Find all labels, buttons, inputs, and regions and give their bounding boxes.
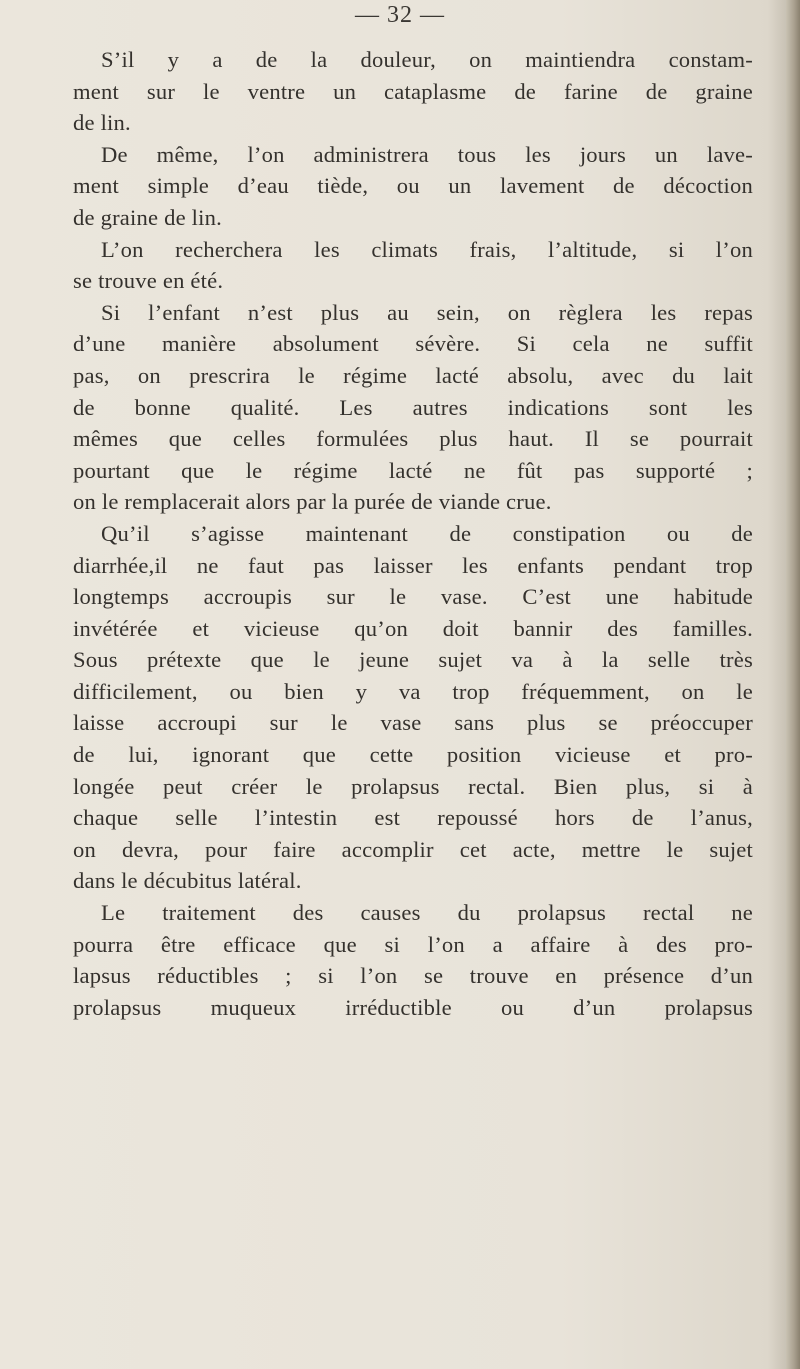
body-text xyxy=(73,44,753,1023)
text-line: lapsus réductibles ; si l’on se trouve en présence d’un xyxy=(73,963,753,989)
text-line: ment simple d’eau tiède, ou un lavement de décoction xyxy=(73,173,753,199)
text-line: dans le décubitus latéral. xyxy=(73,868,302,894)
text-line: prolapsus muqueux irréductible ou d’un prolapsus xyxy=(73,994,753,1020)
text-line: S’il y a de la douleur, on maintiendra constam- xyxy=(101,47,753,72)
text-line: pas, on prescrira le régime lacté absolu, avec du lait xyxy=(73,362,753,388)
text-line: ment sur le ventre un cataplasme de farine de graine xyxy=(73,78,753,104)
text-line: longtemps accroupis sur le vase. C’est une habitude xyxy=(73,584,753,610)
text-line: Sous prétexte que le jeune sujet va à la selle très xyxy=(73,647,753,673)
text-line: pourra être efficace que si l’on a affaire à des pro- xyxy=(73,931,753,957)
text-line: invétérée et vicieuse qu’on doit bannir des familles. xyxy=(73,615,753,641)
paragraph xyxy=(73,44,753,139)
text-line: chaque selle l’intestin est repoussé hors de l’anus, xyxy=(73,805,753,831)
text-line: diarrhée,il ne faut pas laisser les enfants pendant trop xyxy=(73,552,753,578)
text-line: on le remplacerait alors par la purée de viande crue. xyxy=(73,489,552,515)
text-line: Qu’il s’agisse maintenant de constipation ou de xyxy=(101,520,753,546)
text-line: de graine de lin. xyxy=(73,204,222,230)
text-line: longée peut créer le prolapsus rectal. Bien plus, si à xyxy=(73,773,753,799)
text-line: on devra, pour faire accomplir cet acte, mettre le sujet xyxy=(73,836,753,862)
text-line: de bonne qualité. Les autres indications sont les xyxy=(73,394,753,420)
text-line: laisse accroupi sur le vase sans plus se préoccuper xyxy=(73,710,753,736)
text-line: de lui, ignorant que cette position vicieuse et pro- xyxy=(73,742,753,768)
text-line: L’on recherchera les climats frais, l’altitude, si l’on xyxy=(101,236,753,262)
text-line: d’une manière absolument sévère. Si cela ne suffit xyxy=(73,331,753,357)
text-line: difficilement, ou bien y va trop fréquemment, on le xyxy=(73,678,753,704)
paragraph xyxy=(73,297,753,518)
text-line: de lin. xyxy=(73,110,131,136)
text-line: De même, l’on administrera tous les jours un lave- xyxy=(101,141,753,167)
text-line: se trouve en été. xyxy=(73,268,224,294)
paragraph xyxy=(73,518,753,897)
paragraph xyxy=(73,139,753,234)
paragraph xyxy=(73,234,753,297)
paragraph xyxy=(73,897,753,1023)
text-line: Le traitement des causes du prolapsus rectal ne xyxy=(101,900,753,926)
text-line: mêmes que celles formulées plus haut. Il se pourrait xyxy=(73,426,753,452)
text-line: Si l’enfant n’est plus au sein, on règlera les repas xyxy=(101,299,753,325)
page-edge-shadow xyxy=(786,0,800,1369)
text-line: pourtant que le régime lacté ne fût pas supporté ; xyxy=(73,457,753,483)
page-number: — 32 — xyxy=(355,2,445,28)
